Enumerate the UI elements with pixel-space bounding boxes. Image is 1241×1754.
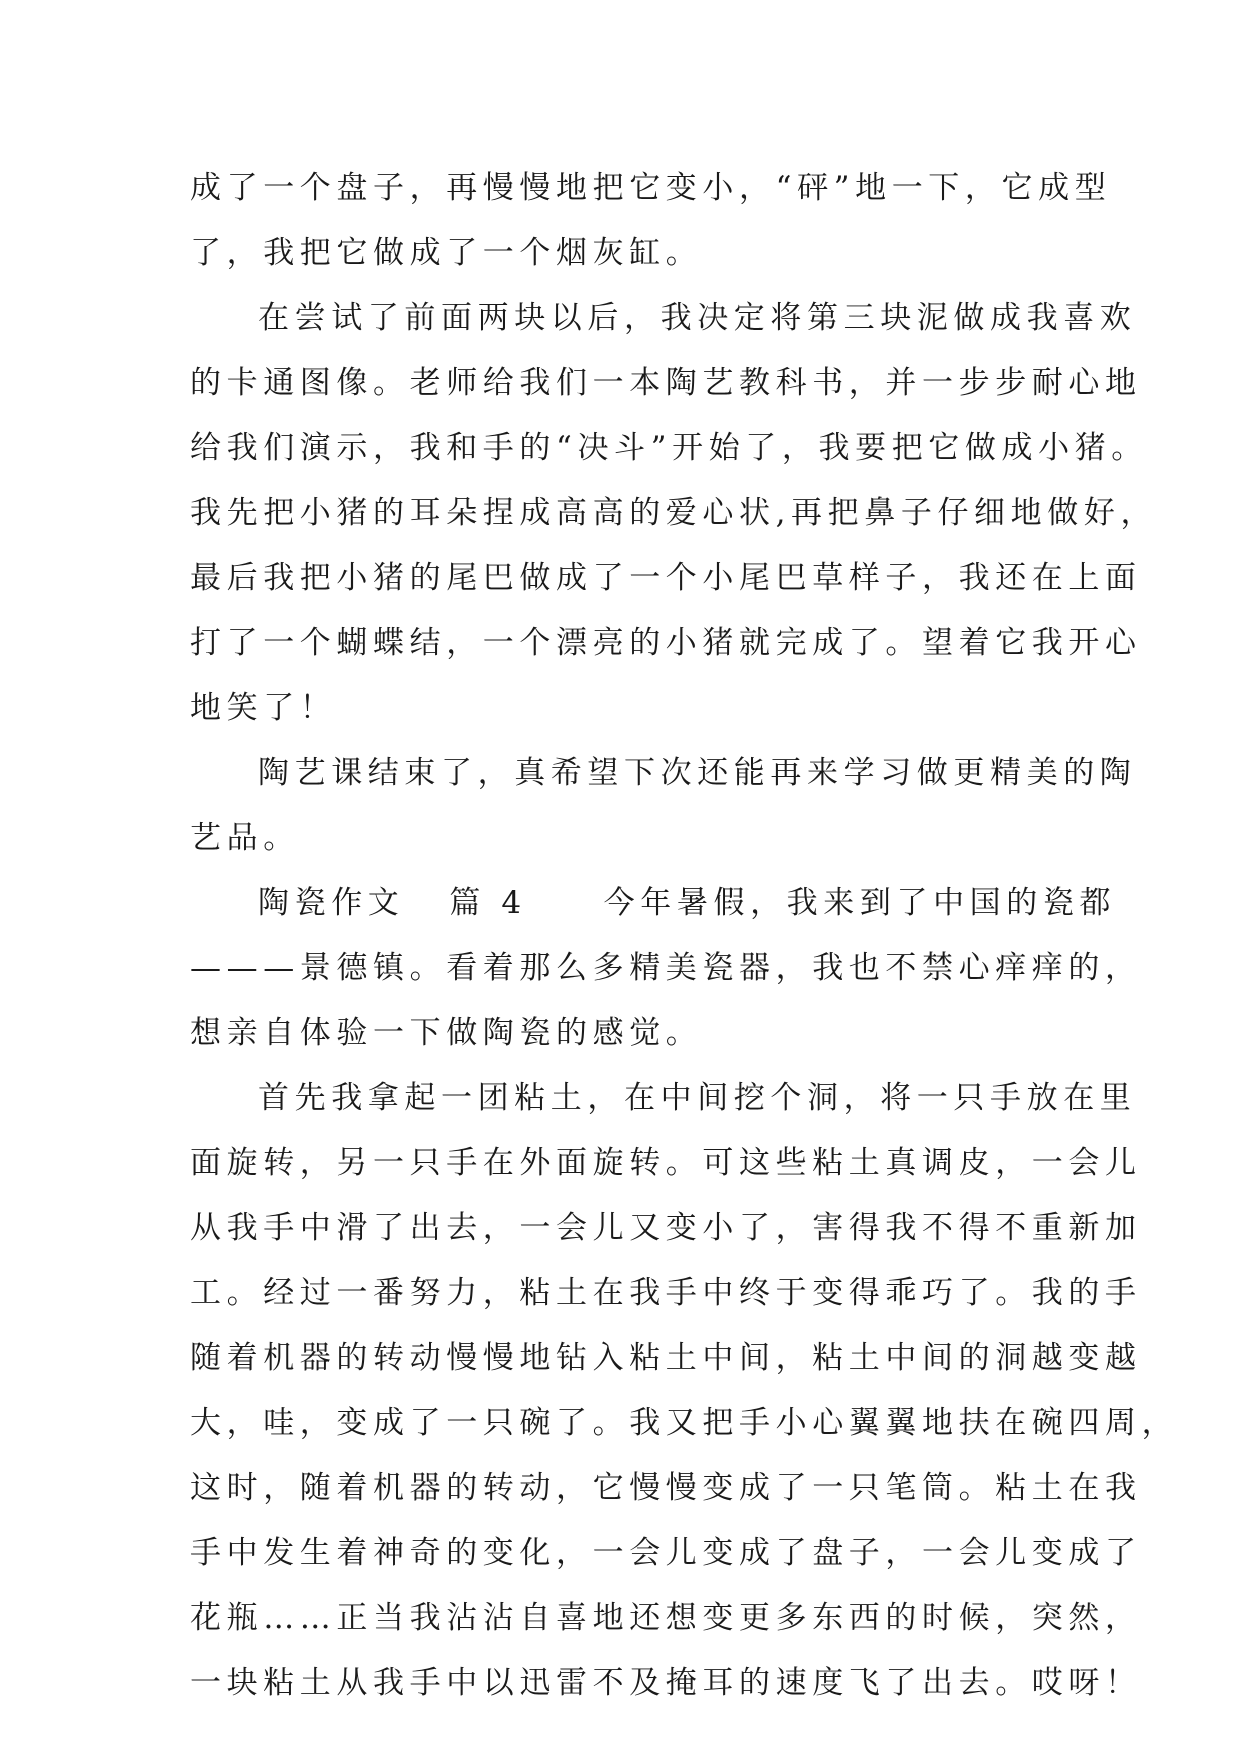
text-line: 陶艺课结束了，真希望下次还能再来学习做更精美的陶 [258,755,1137,791]
text-line: 随着机器的转动慢慢地钻入粘土中间，粘土中间的洞越变越 [190,1340,1142,1376]
text-line: 大，哇，变成了一只碗了。我又把手小心翼翼地扶在碗四周， [190,1405,1179,1441]
text-line: 面旋转，另一只手在外面旋转。可这些粘土真调皮，一会儿 [190,1145,1142,1181]
text-line: 打了一个蝴蝶结，一个漂亮的小猪就完成了。望着它我开心 [190,625,1142,661]
text-line: 首先我拿起一团粘土，在中间挖个洞，将一只手放在里 [258,1080,1137,1116]
text-line: 花瓶……正当我沾沾自喜地还想变更多东西的时候，突然， [190,1600,1142,1636]
text-line: 手中发生着神奇的变化，一会儿变成了盘子，一会儿变成了 [190,1535,1142,1571]
text-line: 一块粘土从我手中以迅雷不及掩耳的速度飞了出去。哎呀！ [190,1665,1142,1701]
text-line: 给我们演示，我和手的“决斗”开始了，我要把它做成小猪。 [190,430,1148,466]
text-line: 想亲自体验一下做陶瓷的感觉。 [190,1015,703,1051]
text-line: 从我手中滑了出去，一会儿又变小了，害得我不得不重新加 [190,1210,1142,1246]
text-line: 成了一个盘子，再慢慢地把它变小，“砰”地一下，它成型 [190,170,1112,206]
text-line: ———景德镇。看着那么多精美瓷器，我也不禁心痒痒的， [190,950,1142,986]
text-line: 了，我把它做成了一个烟灰缸。 [190,235,703,271]
essay-first-text: 今年暑假，我来到了中国的瓷都 [603,885,1117,921]
text-line: 在尝试了前面两块以后，我决定将第三块泥做成我喜欢 [258,300,1137,336]
body-text [190,156,1179,1716]
text-line: 我先把小猪的耳朵捏成高高的爱心状,再把鼻子仔细地做好， [190,495,1158,531]
essay-title: 陶瓷作文 [258,885,405,921]
essay-heading-line [190,871,1117,936]
text-line: 最后我把小猪的尾巴做成了一个小尾巴草样子，我还在上面 [190,560,1142,596]
text-line: 这时，随着机器的转动，它慢慢变成了一只笔筒。粘土在我 [190,1470,1142,1506]
text-line: 的卡通图像。老师给我们一本陶艺教科书，并一步步耐心地 [190,365,1142,401]
essay-part-2 [190,936,1179,1716]
text-line: 艺品。 [190,820,300,856]
essay-number: 篇 4 [449,885,527,921]
essay-part-1 [190,156,1158,871]
text-line: 地笑了！ [190,690,337,726]
text-line: 工。经过一番努力，粘土在我手中终于变得乖巧了。我的手 [190,1275,1142,1311]
